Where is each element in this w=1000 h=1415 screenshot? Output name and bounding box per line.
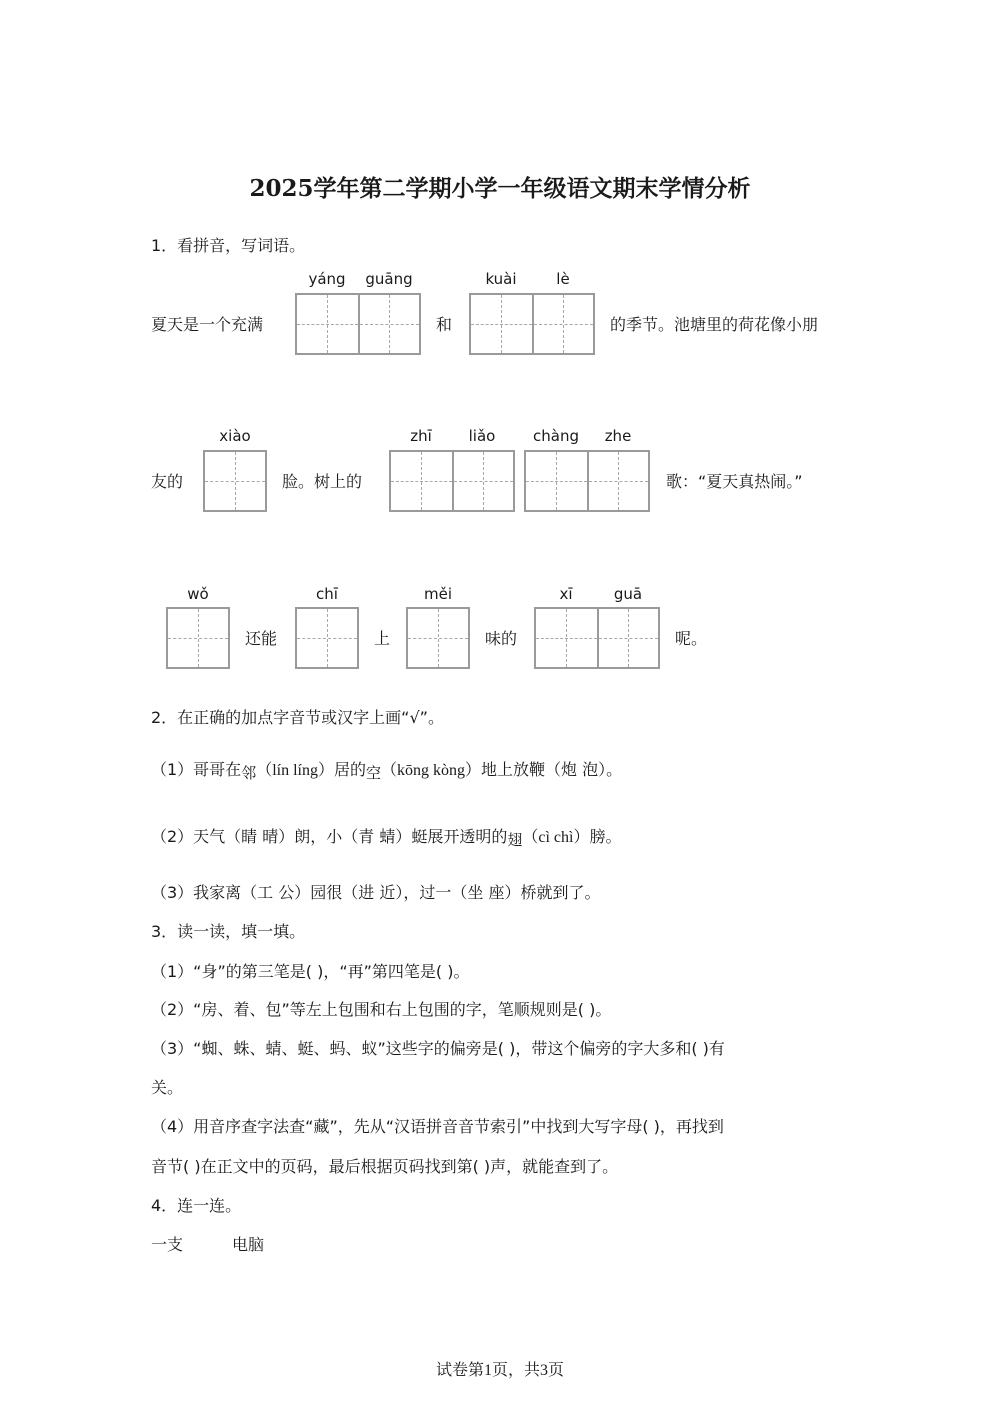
pinyin-xiao: xiào [219,427,251,445]
q4-right-item[interactable]: 电脑 [232,1235,265,1254]
pinyin-liao: liǎo [468,427,496,445]
writing-grid-wo[interactable] [166,607,230,669]
pinyin-mei: měi [423,585,452,603]
q1-row1-text2: 和 [436,315,453,334]
q1-row2-text3: 歌：“夏天真热闹。” [666,472,803,491]
q2-item2-pinyin1[interactable]: （cì chì） [522,829,590,846]
pinyin-xi: xī [559,585,573,603]
q1-row3-text1: 还能 [245,629,278,648]
pinyin-chi: chī [316,585,338,603]
q2-item2 [151,824,622,847]
q1-row2-text2: 脸。树上的 [282,472,363,491]
q3-heading: 3．读一读，填一填。 [151,922,306,941]
pinyin-wo: wǒ [187,585,209,603]
q2-item3[interactable]: （3）我家离（工 公）园很（进 近），过一（坐 座）桥就到了。 [151,883,601,902]
q2-item1-pinyin1[interactable]: （lín líng） [256,762,334,779]
q2-item2-char1: 翅 [507,831,523,849]
writing-grid-chi[interactable] [295,607,359,669]
q2-item1-char2: 空 [366,764,382,782]
q3-item3-line1[interactable]: （3）“蜘、蛛、蜻、蜓、蚂、蚁”这些字的偏旁是( )，带这个偏旁的字大多和( )有 [151,1039,725,1058]
q1-row3-text3: 味的 [485,629,518,648]
writing-grid-changzhe[interactable] [524,450,650,512]
writing-grid-kuaile[interactable] [469,293,595,355]
q3-item1[interactable]: （1）“身”的第三笔是( )，“再”第四笔是( )。 [151,962,470,981]
writing-grid-xigua[interactable] [534,607,660,669]
q4-heading: 4．连一连。 [151,1196,242,1215]
pinyin-zhe: zhe [604,427,632,445]
q1-row3-text2: 上 [374,629,391,648]
pinyin-zhi: zhī [410,427,432,445]
q2-heading: 2．在正确的加点字音节或汉字上画“√”。 [151,708,444,727]
q1-row1-text1: 夏天是一个充满 [151,315,264,334]
writing-grid-yangguang[interactable] [295,293,421,355]
pinyin-le: lè [556,270,570,288]
page-footer: 试卷第1页，共3页 [435,1362,564,1379]
q2-item2-part-b: 膀。 [589,827,622,846]
q3-item4-line2[interactable]: 音节( )在正文中的页码，最后根据页码找到第( )声，就能查到了。 [151,1157,619,1176]
pinyin-guang: guāng [365,270,413,288]
writing-grid-xiao[interactable] [203,450,267,512]
q4-left-item[interactable]: 一支 [151,1235,184,1254]
pinyin-yang: yáng [308,270,346,288]
pinyin-chang: chàng [533,427,579,445]
q1-row2-text1: 友的 [151,472,184,491]
q2-item1-pinyin2[interactable]: （kōng kòng） [381,762,482,779]
q2-item1-part-a: （1）哥哥在 [151,760,242,779]
q3-item2[interactable]: （2）“房、着、包”等左上包围和右上包围的字，笔顺规则是( )。 [151,1000,612,1019]
q1-heading: 1．看拼音，写词语。 [151,236,306,255]
q3-item3-line2: 关。 [151,1078,184,1097]
q2-item1-char1: 邻 [241,764,257,782]
q3-item4-line1[interactable]: （4）用音序查字法查“藏”，先从“汉语拼音音节索引”中找到大写字母( )，再找到 [151,1117,724,1136]
q1-row1-text3: 的季节。池塘里的荷花像小朋 [610,315,819,334]
page-title: 2025学年第二学期小学一年级语文期末学情分析 [249,175,751,202]
q2-item1 [151,757,622,780]
pinyin-kuai: kuài [485,270,517,288]
q2-item1-part-c[interactable]: 地上放鞭（炮 泡）。 [481,760,623,779]
writing-grid-zhiliao[interactable] [389,450,515,512]
q1-row3-text4: 呢。 [675,629,708,648]
pinyin-gua: guā [613,585,643,603]
q2-item1-part-b: 居的 [334,760,367,779]
writing-grid-mei[interactable] [406,607,470,669]
q2-item2-part-a[interactable]: （2）天气（睛 晴）朗，小（青 蜻）蜓展开透明的 [151,827,508,846]
